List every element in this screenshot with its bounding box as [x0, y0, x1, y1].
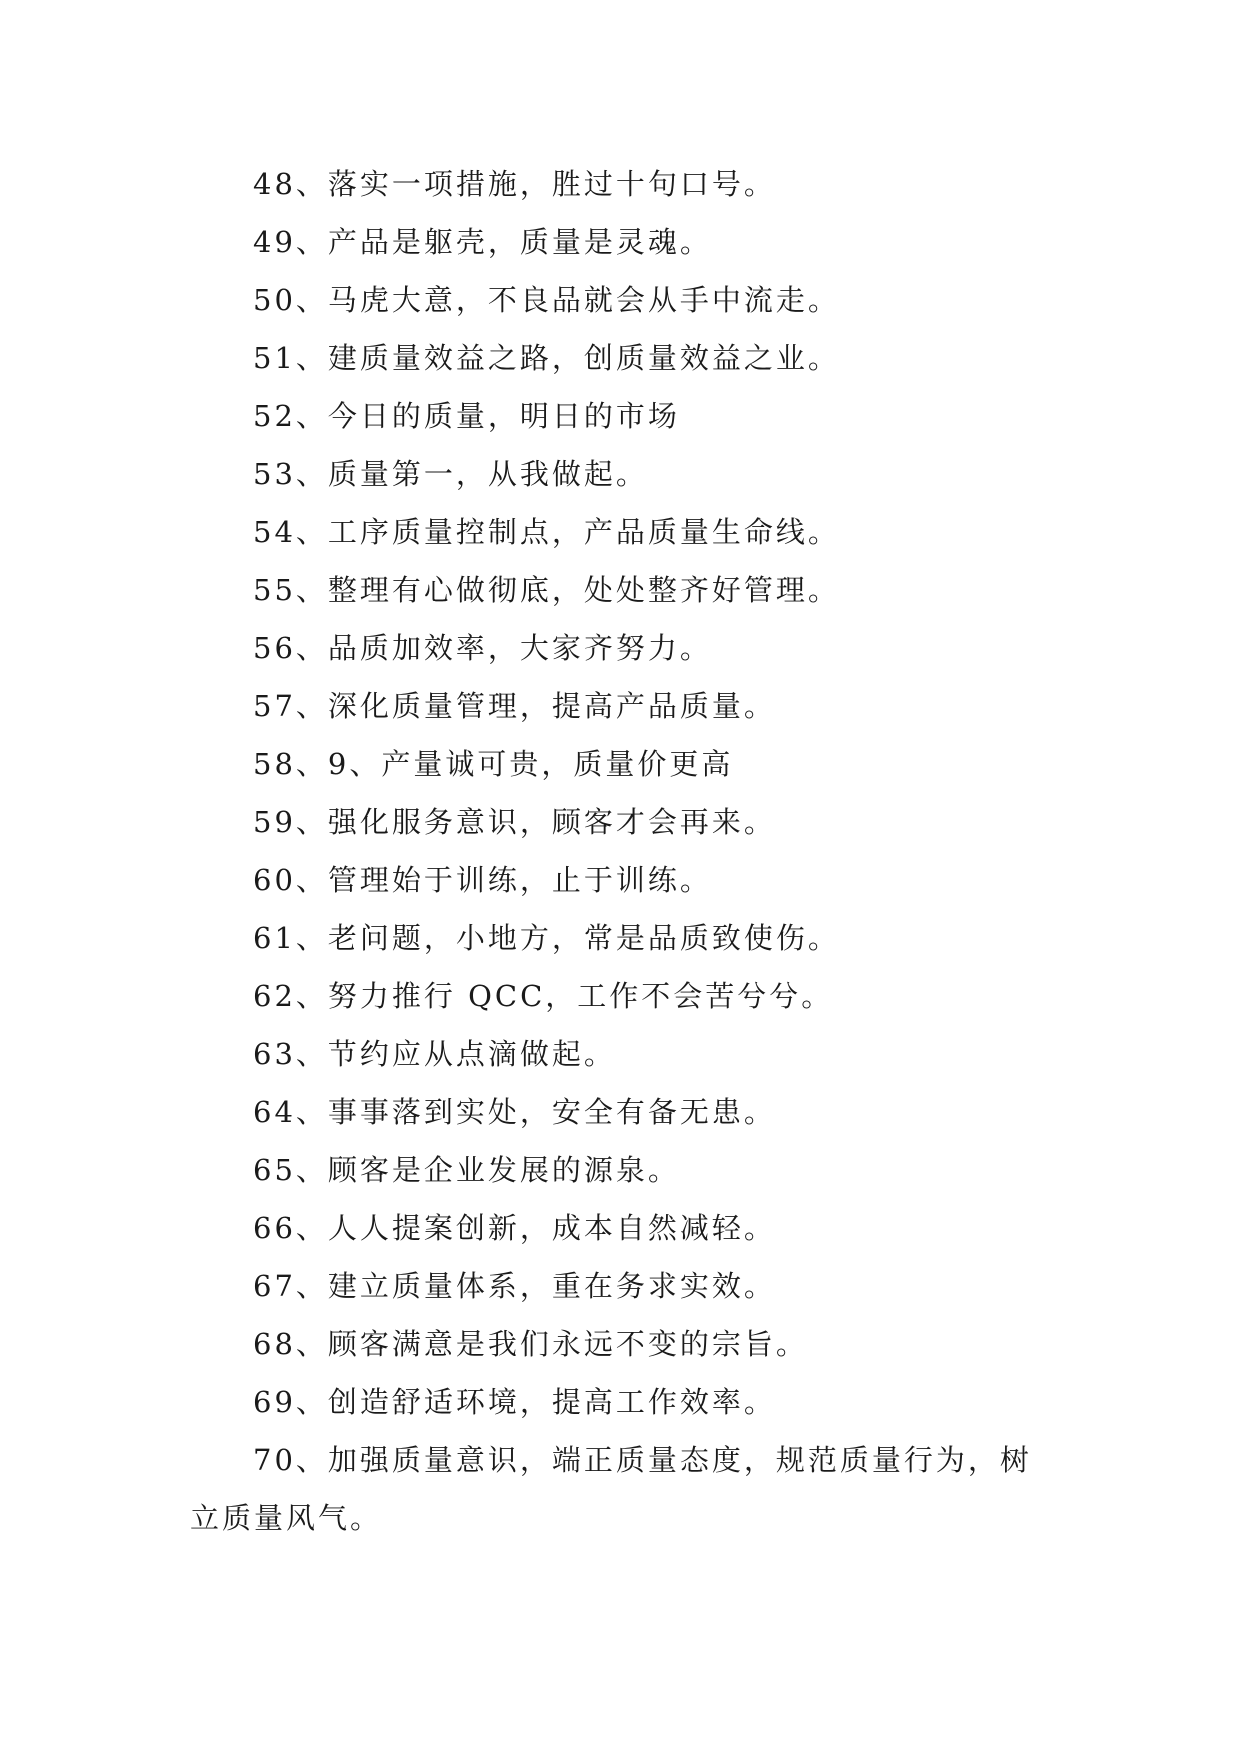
slogan-line: 69、创造舒适环境，提高工作效率。 [253, 1385, 776, 1419]
slogan-line: 48、落实一项措施，胜过十句口号。 [253, 167, 776, 201]
slogan-line: 67、建立质量体系，重在务求实效。 [253, 1269, 776, 1303]
slogan-line: 68、顾客满意是我们永远不变的宗旨。 [253, 1327, 808, 1361]
slogan-line: 53、质量第一，从我做起。 [253, 457, 648, 491]
slogan-line: 65、顾客是企业发展的源泉。 [253, 1153, 680, 1187]
slogan-line: 62、努力推行 QCC，工作不会苦兮兮。 [253, 979, 834, 1013]
slogan-line: 51、建质量效益之路，创质量效益之业。 [253, 341, 840, 375]
slogan-line: 58、9、产量诚可贵，质量价更高 [253, 747, 734, 781]
slogan-line: 59、强化服务意识，顾客才会再来。 [253, 805, 776, 839]
slogan-line: 50、马虎大意，不良品就会从手中流走。 [253, 283, 840, 317]
slogan-line: 54、工序质量控制点，产品质量生命线。 [253, 515, 840, 549]
slogan-line: 56、品质加效率，大家齐努力。 [253, 631, 712, 665]
slogan-line: 57、深化质量管理，提高产品质量。 [253, 689, 776, 723]
slogan-list [190, 155, 1058, 1547]
slogan-line: 55、整理有心做彻底，处处整齐好管理。 [253, 573, 840, 607]
slogan-line: 66、人人提案创新，成本自然减轻。 [253, 1211, 776, 1245]
slogan-line: 63、节约应从点滴做起。 [253, 1037, 616, 1071]
slogan-line: 49、产品是躯壳，质量是灵魂。 [253, 225, 712, 259]
slogan-line: 60、管理始于训练，止于训练。 [253, 863, 712, 897]
slogan-line: 64、事事落到实处，安全有备无患。 [253, 1095, 776, 1129]
slogan-line: 61、老问题，小地方，常是品质致使伤。 [253, 921, 840, 955]
slogan-paragraph: 70、加强质量意识，端正质量态度，规范质量行为，树立质量风气。 [190, 1443, 1032, 1535]
slogan-line: 52、今日的质量，明日的市场 [253, 399, 680, 433]
